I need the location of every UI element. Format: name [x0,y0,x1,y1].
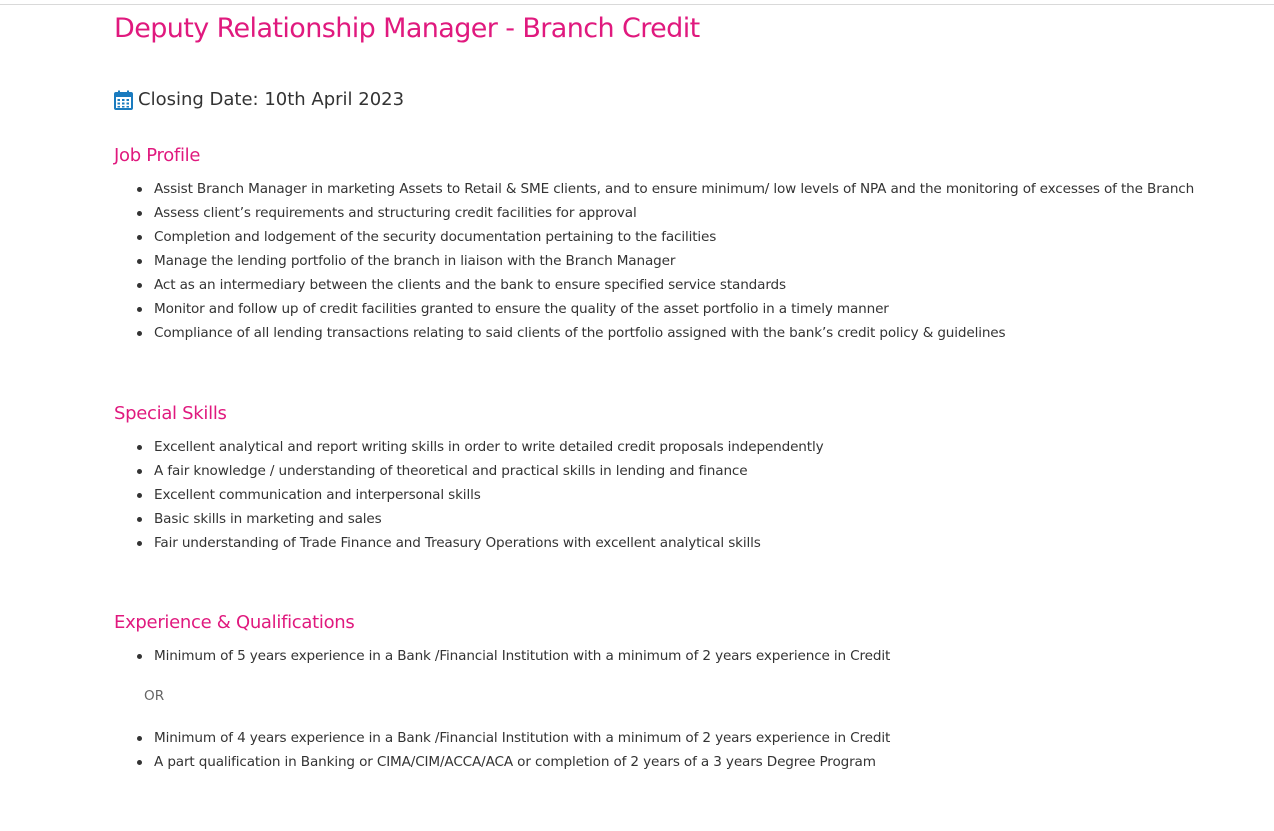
experience-list-a [114,644,890,668]
list-item: Minimum of 5 years experience in a Bank /Financial Institution with a minimum of 2 years experience in Credit [154,644,890,668]
calendar-icon [114,90,133,110]
experience-heading: Experience & Qualifications [114,612,355,633]
list-item: Minimum of 4 years experience in a Bank /Financial Institution with a minimum of 2 years experience in Credit [154,726,890,750]
list-item: Assist Branch Manager in marketing Assets to Retail & SME clients, and to ensure minimum/ low levels of NPA and the monitoring of excesses of the Branch [154,177,1194,201]
list-item: Manage the lending portfolio of the branch in liaison with the Branch Manager [154,249,1194,273]
experience-list-b [114,726,890,774]
or-separator: OR [144,688,165,704]
list-item: A fair knowledge / understanding of theoretical and practical skills in lending and finance [154,459,823,483]
list-item: Assess client’s requirements and structuring credit facilities for approval [154,201,1194,225]
closing-date [114,89,404,110]
list-item: Completion and lodgement of the security documentation pertaining to the facilities [154,225,1194,249]
job-profile-heading: Job Profile [114,145,201,166]
closing-date-text: Closing Date: 10th April 2023 [138,89,405,110]
list-item: Excellent communication and interpersonal skills [154,483,823,507]
list-item: A part qualification in Banking or CIMA/CIM/ACCA/ACA or completion of 2 years of a 3 years Degree Program [154,750,890,774]
special-skills-list [114,435,823,555]
list-item: Act as an intermediary between the clients and the bank to ensure specified service standards [154,273,1194,297]
list-item: Compliance of all lending transactions relating to said clients of the portfolio assigned with the bank’s credit policy & guidelines [154,321,1194,345]
special-skills-heading: Special Skills [114,403,227,424]
job-title: Deputy Relationship Manager - Branch Credit [114,13,700,44]
top-divider [0,4,1274,5]
list-item: Basic skills in marketing and sales [154,507,823,531]
list-item: Fair understanding of Trade Finance and Treasury Operations with excellent analytical skills [154,531,823,555]
job-profile-list [114,177,1194,345]
list-item: Monitor and follow up of credit facilities granted to ensure the quality of the asset portfolio in a timely manner [154,297,1194,321]
list-item: Excellent analytical and report writing skills in order to write detailed credit proposals independently [154,435,823,459]
